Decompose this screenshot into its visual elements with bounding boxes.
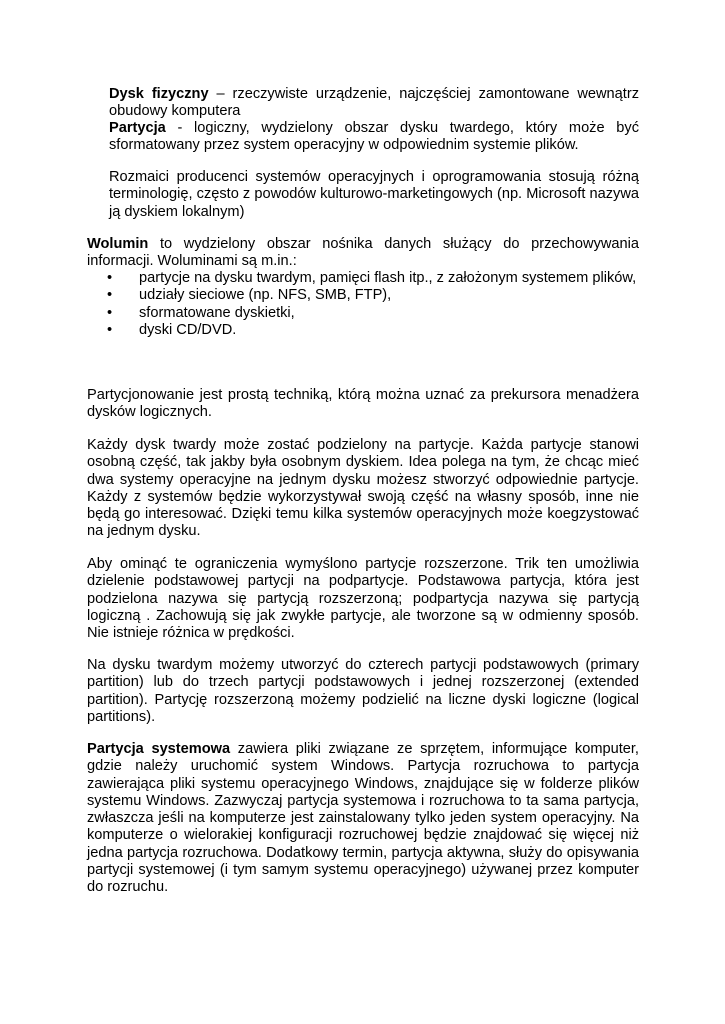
term-partycja: Partycja [109, 120, 166, 136]
list-item: • udziały sieciowe (np. NFS, SMB, FTP), [107, 287, 392, 304]
paragraph-rozmaici: Rozmaici producenci systemów operacyjnych i oprogramowania stosują różną terminologię, często z powodów kulturowo-marketingowych (np. Microsoft nazywa ją dyskiem lokalnym) [109, 169, 639, 220]
definition-partycja [109, 120, 639, 155]
bullet-icon: • [107, 321, 113, 338]
list-item: • sformatowane dyskietki, [107, 304, 295, 321]
wolumin-list [87, 270, 647, 339]
bullet-icon: • [107, 270, 113, 286]
list-item: • dyski CD/DVD. [107, 321, 237, 338]
paragraph-partycjonowanie: Partycjonowanie jest prostą techniką, którą można uznać za prekursora menadżera dysków logicznych. [87, 387, 639, 421]
term-wolumin: Wolumin [87, 236, 149, 252]
paragraph-podstawowe: Na dysku twardym możemy utworzyć do czterech partycji podstawowych (primary partition) lub do trzech partycji podstawowych i jednej rozszerzonej (extended partition). Partycję rozszerzoną możemy podzielić na liczne dyski logiczne (logical partitions). [87, 657, 639, 725]
definition-dysk-fizyczny [109, 86, 639, 121]
definition-text: – rzeczywiste urządzenie, najczęściej zamontowane wewnątrz obudowy komputera [109, 86, 640, 120]
definition-text: - logiczny, wydzielony obszar dysku twardego, który może być sformatowany przez system operacyjny w odpowiednim systemie plików. [109, 120, 639, 154]
definition-text: to wydzielony obszar nośnika danych służący do przechowywania informacji. Woluminami są m.in.: [87, 236, 639, 270]
definition-wolumin [87, 236, 639, 271]
list-item: • partycje na dysku twardym, pamięci flash itp., z założonym systemem plików, [107, 270, 637, 286]
term-dysk-fizyczny: Dysk fizyczny [109, 86, 209, 102]
definition-partycja-systemowa [87, 741, 639, 897]
paragraph-kazdy-dysk: Każdy dysk twardy może zostać podzielony na partycje. Każda partycje stanowi osobną część, tak jakby była osobnym dyskiem. Idea polega na tym, że chcąc mieć dwa systemy operacyjne na jednym dysku możesz stworzyć odpowiednie partycje. Każdy z systemów będzie wykorzystywał swoją część na własny sposób, inne nie będą go interesować. Dzięki temu kilka systemów operacyjnych może koegzystować na jednym dysku. [87, 437, 639, 540]
paragraph-rozszerzone: Aby ominąć te ograniczenia wymyślono partycje rozszerzone. Trik ten umożliwia dzielenie podstawowej partycji na podpartycje. Podstawowa partycja, która jest podzielona nazywa się partycją rozszerzoną; podpartycja nazywa się partycją logiczną . Zachowują się jak zwykłe partycje, ale tworzone są w odmienny sposób. Nie istnieje różnica w prędkości. [87, 556, 639, 642]
term-partycja-systemowa: Partycja systemowa [87, 741, 231, 757]
bullet-icon: • [107, 304, 113, 321]
bullet-icon: • [107, 287, 113, 304]
definition-text: zawiera pliki związane ze sprzętem, informujące komputer, gdzie należy uruchomić system Windows. Partycja rozruchowa to partycja zawierająca pliki systemu operacyjnego Windows, znajdujące się w folderze plików systemu Windows. Zazwyczaj partycja systemowa i rozruchowa to ta sama partycja, zwłaszcza jeśli na komputerze jest zainstalowany tylko jeden system operacyjny. Na komputerze o wielorakiej konfiguracji rozruchowej będzie znajdować się więcej niż jedna partycja rozruchowa. Dodatkowy termin, partycja aktywna, służy do opisywania partycji systemowej (i tym samym systemu operacyjnego) używanej przez komputer do rozruchu. [87, 741, 639, 896]
